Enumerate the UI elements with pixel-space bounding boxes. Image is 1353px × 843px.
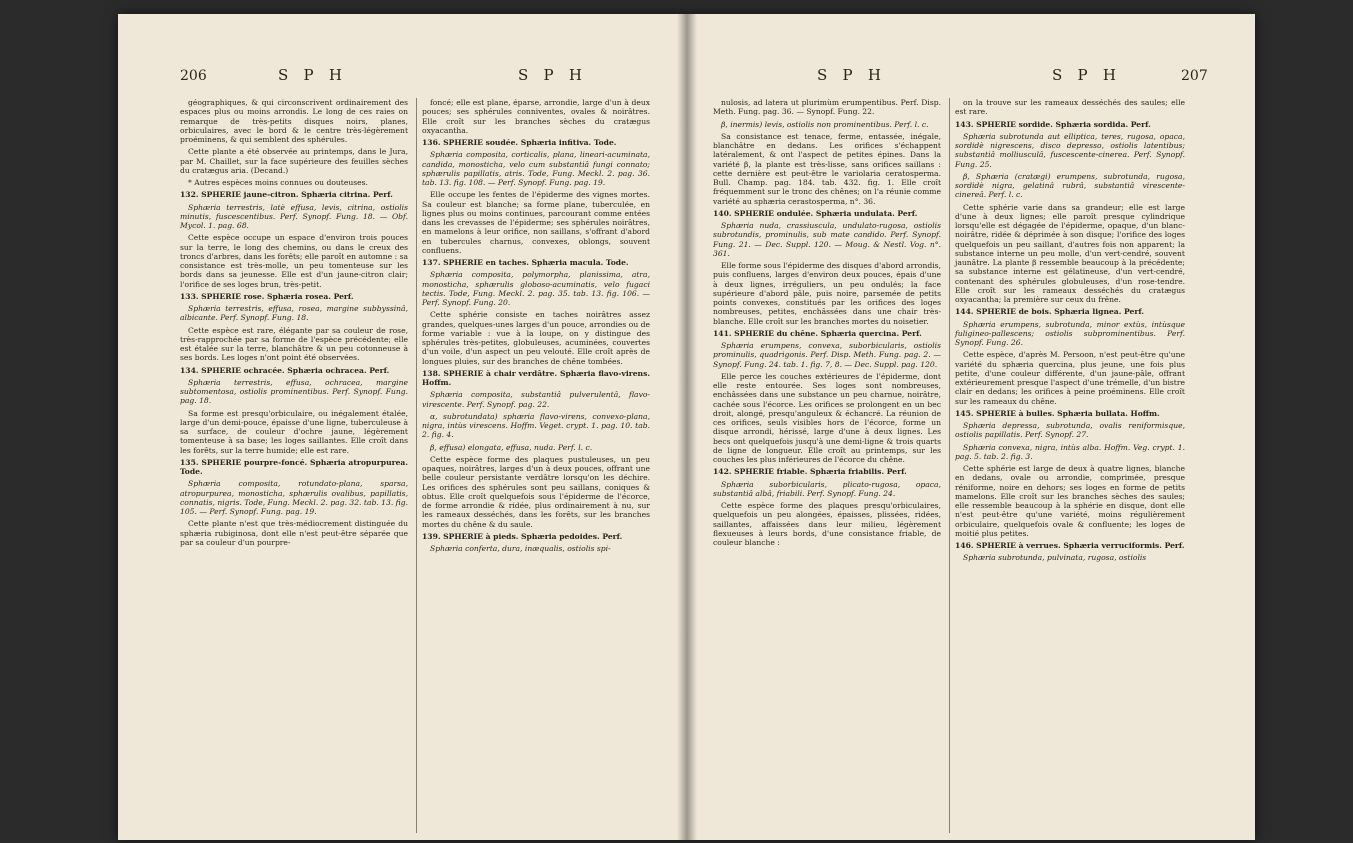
paragraph: Cette plante n'est que très-médiocrement distinguée du sphæria rubiginosa, dont elle n'est peut-être séparée que par sa couleur d'un pourpre- xyxy=(180,519,408,547)
paragraph: α, subrotundata) sphæria flavo-virens, convexo-plana, nigra, intùs virescens. Hoffm. Veget. crypt. 1. pag. 10. tab. 2. fig. 4. xyxy=(422,411,650,440)
right-page-header xyxy=(697,66,1255,92)
paragraph: β, effusa) elongata, effusa, nuda. Perf. l. c. xyxy=(430,442,593,452)
left-page-header xyxy=(118,66,678,92)
paragraph: Cette espèce forme des plaques pustuleuses, un peu opaques, noirâtres, larges d'un à deux pouces, offrant une belle couleur persistante verdâtre lorsqu'on les déchire. Les orifices des sphérules sont peu saillans, coniques & obtus. Elle croît quelquefois sous l'épiderme de l'écorce, de forme arrondie & ridée, plus ordinairement à nu, sur les rameaux desséchés, dans les forêts, sur les branches mortes du chêne & du saule. xyxy=(422,454,650,529)
paragraph: β, Sphæria (cratægi) erumpens, subrotunda, rugosa, sordidè nigra, gelatinâ rubrâ, substantiâ virescente-cinereâ. Perf. l. c. xyxy=(955,171,1185,200)
paragraph: Sphæria suborbicularis, plicato-rugosa, opaca, substantiâ albâ, friabili. Perf. Synopf. Fung. 24. xyxy=(713,479,941,498)
paragraph: Cette espèce est rare, élégante par sa couleur de rose, très-rapprochée par sa forme de l'espèce précédente; elle est étalée sur la terre, blanchâtre & un peu cotonneuse à ses bords. Les loges n'ont point été observées. xyxy=(180,325,408,363)
paragraph: Cette sphérie est large de deux à quatre lignes, blanche en dedans, ovale ou arrondie, comprimée, presque réniforme, noire en dehors; ses loges en forme de petits mamelons. Elle croît sur les branches sèches des saules; elle ressemble beaucoup à la sphérie en disque, dont elle n'est peut-être qu'une variété, moins régulièrement orbiculaire, quelquefois ovale & confluente; les loges de moitié plus petites. xyxy=(955,464,1185,538)
paragraph: 144. SPHERIE de bois. Sphæria lignea. Perf. xyxy=(955,307,1144,317)
right-column-2 xyxy=(955,98,1185,566)
paragraph: Sphæria composita, substantiâ pulverulentâ, flavo-virescente. Perf. Synopf. pag. 22. xyxy=(422,390,650,409)
paragraph: Sphæria convexa, nigra, intùs alba. Hoffm. Veg. crypt. 1. pag. 5. tab. 2. fig. 3. xyxy=(955,442,1185,461)
left-header-title-2: S P H xyxy=(518,66,588,84)
paragraph: β, inermis) levis, ostiolis non prominentibus. Perf. l. c. xyxy=(721,119,929,129)
paragraph: 132. SPHERIE jaune-citron. Sphæria citrina. Perf. xyxy=(180,190,393,200)
left-column-1 xyxy=(180,98,408,550)
paragraph: Elle occupe les fentes de l'épiderme des vignes mortes. Sa couleur est blanche; sa forme plane, tuberculée, en lignes plus ou moins continues, parcourant comme entées dans les crevasses de l'épiderme; ses sphérules noirâtres, en mamelons à leur orifice, non saillans, s'offrant d'abord en tubercules charnus, convexes, oblongs, souvent confluens. xyxy=(422,190,650,255)
paragraph: 135. SPHERIE pourpre-foncé. Sphæria atropurpurea. Tode. xyxy=(180,457,408,476)
paragraph: Sphæria erumpens, subrotunda, minor extùs, intùsque fuligineo-pallescens; ostiolis subprominentibus. Perf. Synopf. Fung. 26. xyxy=(955,319,1185,347)
paragraph: Cette espèce, d'après M. Persoon, n'est peut-être qu'une variété du sphæria quercina, plus jeune, une fois plus petite, d'une couleur différente, d'un jaune-pâle, offrant extérieurement presque l'aspect d'une trémelle, d'un bistre clair en dedans; les orifices à peine proéminens. Elle croît sur les rameaux du chêne. xyxy=(955,350,1185,406)
paragraph: 134. SPHERIE ochracée. Sphæria ochracea. Perf. xyxy=(180,365,390,375)
paragraph: Cette sphérie consiste en taches noirâtres assez grandes, quelques-unes larges d'un pouce, arrondies ou de forme variable : vue à la loupe, on y distingue des sphérules très-petites, globuleuses, acuminées, couvertes d'un voile, d'un aspect un peu velouté. Elle croît après de longues pluies, sur des branches de chêne tombées. xyxy=(422,310,650,366)
paragraph: 140. SPHERIE ondulée. Sphæria undulata. Perf. xyxy=(713,208,918,218)
paragraph: Sphæria composita, rotundato-plana, sparsa, atropurpurea, monosticha, sphærulis ovalibus, papillatis, connatis, nigris. Tode, Fung. Meckl. 2. pag. 32. tab. 13. fig. 105. — Perf. Synopf. Fung. pag. 19. xyxy=(180,479,408,516)
paragraph: on la trouve sur les rameaux desséchés des saules; elle est rare. xyxy=(955,98,1185,117)
paragraph: Elle perce les couches extérieures de l'épiderme, dont elle reste entourée. Ses loges sont nombreuses, enchâssées dans une substance un peu charnue, noirâtre, cachée sous l'écorce. Les orifices se prolongent en un bec droit, alongé, presqu'anguleux & échancré. La réunion de ces orifices, seuls visibles hors de l'écorce, forme un disque arrondi, hérissé, large d'une à deux lignes. Les becs ont quelquefois jusqu'à une demi-ligne & trois quarts de ligne de longueur. Elle croît au printemps, sur les couches les plus inférieures de l'écorce du chêne. xyxy=(713,371,941,464)
right-page-number: 207 xyxy=(1181,68,1208,84)
left-header-title: S P H xyxy=(278,66,348,84)
right-header-title: S P H xyxy=(1052,66,1122,84)
paragraph: Cette plante a été observée au printemps, dans le Jura, par M. Chaillet, sur la face supérieure des feuilles sèches du cratægus aria. (Decand.) xyxy=(180,147,408,175)
book-gutter xyxy=(677,14,697,840)
paragraph: 146. SPHERIE à verrues. Sphæria verruciformis. Perf. xyxy=(955,541,1185,550)
paragraph: Sphæria terrestris, latè effusa, levis, citrina, ostiolis minutis, fuscescentibus. Perf. Synopf. Fung. 18. — Obf. Mycol. 1. pag. 68. xyxy=(180,202,408,230)
right-column-1 xyxy=(713,98,941,550)
paragraph: Sphæria subrotunda, pulvinata, rugosa, ostiolis xyxy=(963,553,1147,563)
paragraph: nulosis, ad latera ut plurimùm erumpentibus. Perf. Disp. Meth. Fung. pag. 36. — Synopf. Fung. 22. xyxy=(713,98,941,117)
paragraph: * Autres espèces moins connues ou douteuses. xyxy=(188,178,368,187)
right-header-title-left: S P H xyxy=(817,66,887,84)
column-rule xyxy=(416,98,417,833)
paragraph: 141. SPHERIE du chêne. Sphæria quercina. Perf. xyxy=(713,328,922,338)
right-page xyxy=(697,14,1255,840)
left-page-number: 206 xyxy=(180,68,207,84)
paragraph: Sphæria terrestris, effusa, ochracea, margine subtomentosa, ostiolis prominentibus. Perf. Synopf. Fung. pag. 18. xyxy=(180,377,408,406)
paragraph: Sphæria subrotunda aut elliptica, teres, rugosa, opaca, sordidè nigrescens, disco depresso, ostiolis latentibus; substantiâ molliusculâ, fuscescente-cinerea. Perf. Synopf. Fung. 25. xyxy=(955,131,1185,169)
paragraph: Cette espèce occupe un espace d'environ trois pouces sur la terre, le long des chemins, ou dans le creux des troncs d'arbres, dans les forêts; elle paroît en automne : sa consistance est très-molle, un peu tomenteuse sur les bords dans sa jeunesse. Elle est d'un jaune-citron clair; l'orifice de ses loges brun, très-petit. xyxy=(180,233,408,289)
paragraph: Sphæria composita, corticalis, plana, lineari-acuminata, candida, monosticha, velo cum substantiâ fungi connato; sphærulis papillatis, atris. Tode, Fung. Meckl. 2. pag. 36. tab. 13. fig. 108. — Perf. Synopf. Fung. pag. 19. xyxy=(422,150,650,187)
paragraph: Sphæria erumpens, convexa, suborbicularis, ostiolis prominulis, quadrigonis. Perf. Disp. Meth. Fung. pag. 2. — Synopf. Fung. 24. tab. 1. fig. 7, 8. — Dec. Suppl. pag. 120. xyxy=(713,341,941,369)
paragraph: géographiques, & qui circonscrivent ordinairement des espaces plus ou moins arrondis. Le long de ces raies on remarque de très-petits disques noirs, planes, orbiculaires, avec le bord & le centre très-légèrement proéminens, & qui semblent des sphérules. xyxy=(180,98,408,144)
paragraph: Sphæria depressa, subrotunda, ovalis reniformisque, ostiolis papillatis. Perf. Synopf. 27. xyxy=(955,421,1185,440)
left-column-2 xyxy=(422,98,650,556)
paragraph: 145. SPHERIE à bulles. Sphæria bullata. Hoffm. xyxy=(955,408,1160,418)
paragraph: Cette sphérie varie dans sa grandeur; elle est large d'une à deux lignes; elle paroît presque cylindrique lorsqu'elle est dégagée de l'épiderme, opaque, d'un blanc-noirâtre, ridée & déprimée à son disque; l'orifice des loges quelquefois un peu saillant, d'autres fois non apparent; la substance interne un peu molle, d'un vert-cendré, souvent jaunâtre. La plante β ressemble beaucoup à la précédente; sa substance interne est gélatineuse, d'un vert-cendré, contenant des sphérules globuleuses, d'un rose-tendre. Elle croît sur les rameaux desséchés du cratægus oxyacantha; la première sur ceux du frêne. xyxy=(955,202,1185,304)
paragraph: foncé; elle est plane, éparse, arrondie, large d'un à deux pouces; ses sphérules conniventes, ovales & noirâtres. Elle croît sur les branches sèches du cratægus oxyacantha. xyxy=(422,98,650,135)
paragraph: 133. SPHERIE rose. Sphæria rosea. Perf. xyxy=(180,291,354,301)
paragraph: 136. SPHERIE soudée. Sphæria infitiva. Tode. xyxy=(422,138,617,147)
paragraph: 143. SPHERIE sordide. Sphæria sordida. Perf. xyxy=(955,119,1151,129)
paragraph: 137. SPHERIE en taches. Sphæria macula. Tode. xyxy=(422,258,629,267)
paragraph: Sa consistance est tenace, ferme, entassée, inégale, blanchâtre en dedans. Les orifices s'échappent latéralement, & ont l'aspect de petites épines. Dans la variété β, la plante est très-lisse, sans orifices saillans : cette dernière est peut-être le variolaria ceratosperma. Bull. Champ. pag. 184. tab. 432. fig. 1. Elle croît fréquemment sur le tronc des chênes; on l'a réunie comme variété au sphæria cerastosperma, n°. 36. xyxy=(713,131,941,206)
paragraph: Elle forme sous l'épiderme des disques d'abord arrondis, puis confluens, larges d'environ deux pouces, épais d'une à deux lignes, irréguliers, un peu ondulés; la face supérieure d'abord pâle, puis noire, parsemée de petits points convexes, constitués par les orifices des loges nombreuses, petites, enchâssées dans une chair très-blanche. Elle croît sur les branches mortes du noisetier. xyxy=(713,261,941,326)
paragraph: Sphæria terrestris, effusa, rosea, margine subbyssinâ, albicante. Perf. Synopf. Fung. 18. xyxy=(180,304,408,323)
paragraph: Sphæria conferta, dura, inæqualis, ostiolis spi- xyxy=(430,544,611,553)
paragraph: 138. SPHERIE à chair verdâtre. Sphæria flavo-virens. Hoffm. xyxy=(422,368,650,387)
paragraph: Sphæria composita, polymorpha, planissima, atra, monosticha, sphærulis globoso-acuminatis, velo fugaci tectis. Tode, Fung. Meckl. 2. pag. 35. tab. 13. fig. 106. — Perf. Synopf. Fung. 20. xyxy=(422,270,650,307)
paragraph: 142. SPHERIE friable. Sphæria friabilis. Perf. xyxy=(713,467,907,477)
left-page xyxy=(118,14,678,840)
paragraph: 139. SPHERIE à pieds. Sphæria pedoides. Perf. xyxy=(422,531,623,541)
paragraph: Sphæria nuda, crassiuscula, undulato-rugosa, ostiolis subrotundis, prominulis, sub mate candido. Perf. Synopf. Fung. 21. — Dec. Suppl. 120. — Moug. & Nestl. Vog. n°. 361. xyxy=(713,221,941,258)
paragraph: Sa forme est presqu'orbiculaire, ou inégalement étalée, large d'un demi-pouce, épaisse d'une ligne, tuberculeuse à sa surface, de couleur d'ochre jaune, légèrement tomenteuse à sa base; les loges saillantes. Elle croît dans les forêts, sur la terre humide; elle est rare. xyxy=(180,408,408,455)
paragraph: Cette espèce forme des plaques presqu'orbiculaires, quelquefois un peu alongées, épaisses, plissées, ridées, saillantes, affaissées dans leur milieu, légèrement flexueuses à leurs bords, d'une consistance friable, de couleur blanche : xyxy=(713,501,941,547)
column-rule xyxy=(949,98,950,833)
